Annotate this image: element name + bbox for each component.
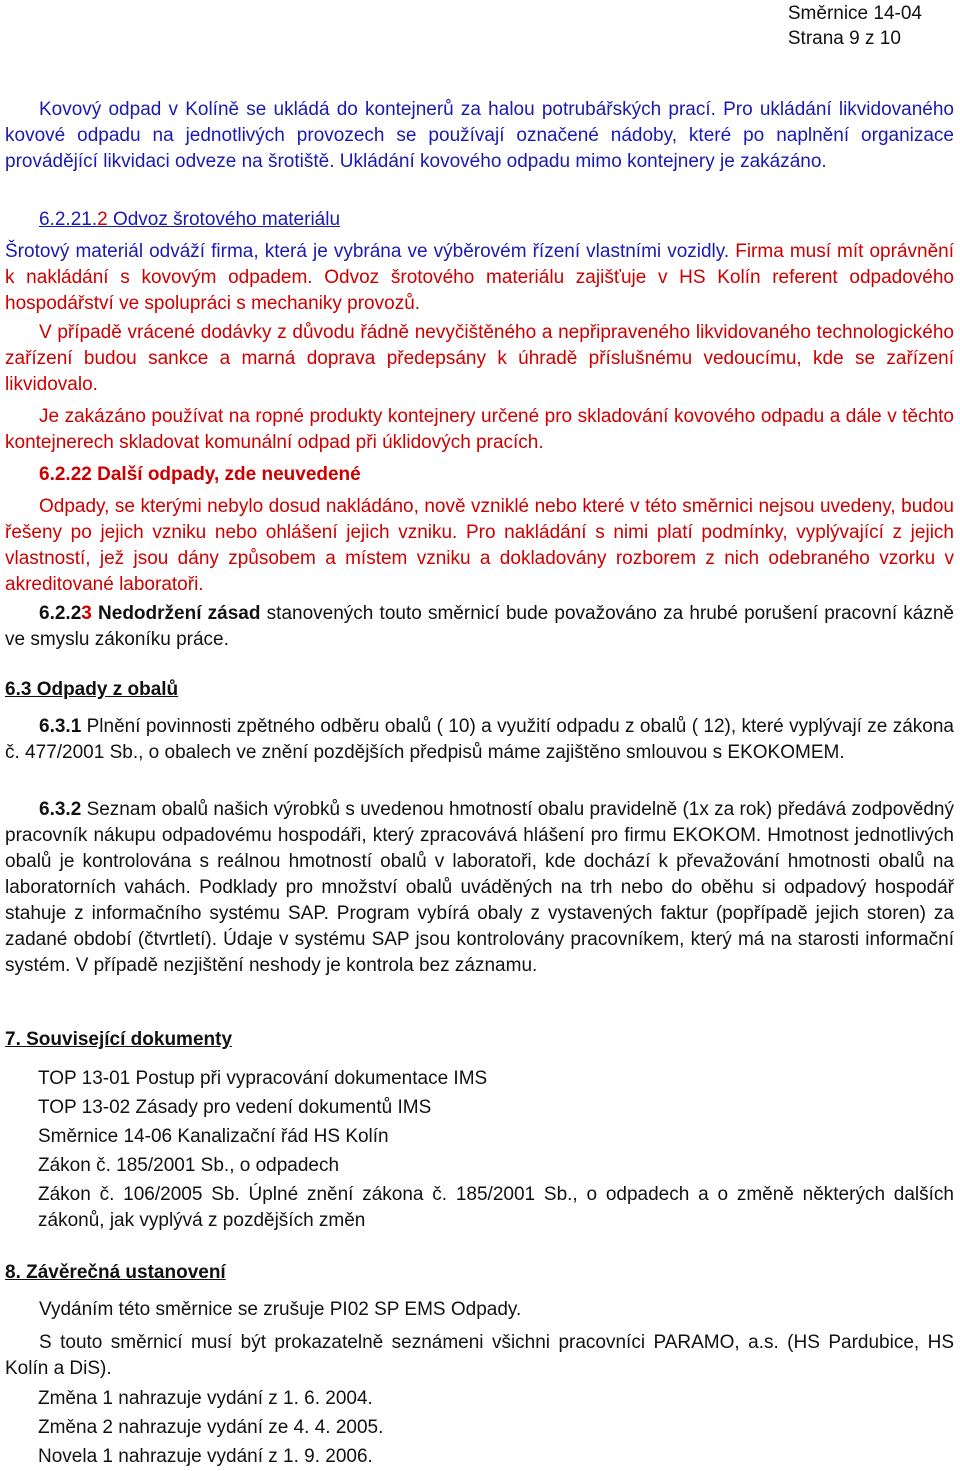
section-number: 6.2.2 [39, 464, 82, 485]
list-item: Zákon č. 185/2001 Sb., o odpadech [38, 1155, 340, 1176]
paragraph-other-waste [5, 494, 954, 598]
section-title: Další odpady, zde neuvedené [91, 464, 361, 485]
scrap-transport-text-2: Firma musí mít oprávnění k nakládání s kovovým odpadem. [5, 241, 955, 288]
changes-list [38, 1384, 954, 1471]
scrap-transport-text-1: Šrotový materiál odváží firma, která je vybrána ve výběrovém řízení vlastními vozidly. [5, 241, 730, 262]
section-number: 6.2.2 [39, 603, 82, 624]
page-header [788, 1, 922, 51]
list-item: TOP 13-02 Zásady pro vedení dokumentů IMS [38, 1097, 432, 1118]
paragraph-number: 6.3.2 [39, 799, 82, 820]
section-number: 6.2.21. [39, 209, 98, 230]
section-6-2-22-heading [5, 462, 954, 488]
metal-waste-prohibition: Ukládání kovového odpadu mimo kontejnery je zakázáno. [339, 151, 827, 172]
list-item: Novela 1 nahrazuje vydání z 1. 9. 2006. [38, 1446, 373, 1467]
page-number: Strana 9 z 10 [787, 28, 901, 49]
paragraph-6-3-2 [5, 797, 954, 979]
paragraph-6-2-23 [5, 601, 954, 653]
list-item: Změna 1 nahrazuje vydání z 1. 6. 2004. [38, 1388, 373, 1409]
list-item: TOP 13-01 Postup při vypracování dokumentace IMS [38, 1068, 488, 1089]
section-6-3-heading: 6.3 Odpady z obalů [5, 679, 179, 700]
paragraph-repeal: Vydáním této směrnice se zrušuje PI02 SP EMS Odpady. [39, 1299, 522, 1320]
paragraph-acquaintance: S touto směrnicí musí být prokazatelně seznámeni všichni pracovníci PARAMO, a.s. (HS Pardubice, HS Kolín a DiS). [5, 1332, 954, 1379]
section-number-suffix: 2 [97, 209, 108, 230]
section-8-heading: 8. Závěrečná ustanovení [5, 1262, 226, 1283]
list-item: Zákon č. 106/2005 Sb. Úplné znění zákona č. 185/2001 Sb., o odpadech a o změně některých dalších zákonů, jak vyplývá z pozdějších změn [38, 1184, 954, 1231]
section-6-2-21-2-heading [5, 207, 954, 233]
paragraph-text: Plnění povinnosti zpětného odběru obalů ( 10) a využití odpadu z obalů ( 12), které vyplývají ze zákona č. 477/2001 Sb., o obalech ve znění pozdějších předpisů máme zajištěno smlouvou s EKOKOMEM. [5, 716, 954, 763]
section-7-heading: 7. Související dokumenty [5, 1029, 233, 1050]
section-text: stanovených touto směrnicí bude považováno za hrubé porušení pracovní kázně ve smyslu zákoníku práce. [5, 603, 954, 650]
document-id: Směrnice 14-04 [787, 3, 922, 24]
section-title: Odvoz šrotového materiálu [107, 209, 341, 230]
paragraph-metal-waste [5, 97, 954, 175]
paragraph-container-prohibition: Je zakázáno používat na ropné produkty kontejnery určené pro skladování kovového odpadu a dále v těchto kontejnerech skladovat komunální odpad při úklidových pracích. [5, 406, 954, 453]
scrap-transport-text-3: Odvoz šrotového materiálu zajišťuje v HS Kolín referent odpadového hospodářství ve spolupráci s mechaniky provozů. [5, 267, 954, 314]
other-waste-text-2: Pro nakládání s nimi platí podmínky, vyplývající z jejich vlastností, jež jsou dány způsobem a místem vzniku a dokladovány rozborem z nich odebraného vzorku v akreditované laboratoři. [5, 522, 954, 595]
paragraph-sanctions: V případě vrácené dodávky z důvodu řádně nevyčištěného a nepřipraveného likvidovaného technologického zařízení budou sankce a marná doprava předepsány k úhradě příslušnému vedoucímu, kde se zařízení likvidovalo. [5, 322, 954, 395]
list-item: Směrnice 14-06 Kanalizační řád HS Kolín [38, 1126, 389, 1147]
paragraph-6-3-1 [5, 714, 954, 766]
related-documents-list [38, 1064, 954, 1234]
section-title: Nedodržení zásad [91, 603, 261, 624]
list-item: Změna 2 nahrazuje vydání ze 4. 4. 2005. [38, 1417, 384, 1438]
paragraph-text: Seznam obalů našich výrobků s uvedenou hmotností obalu pravidelně (1x za rok) předává zodpovědný pracovník nákupu odpadovému hospodáři, který zpracovává hlášení pro firmu EKOKOM. Hmotnost jednotlivých obalů je kontrolována s reálnou hmotností obalů v laboratoři, kde dochází k převažování hmotnosti obalů na laboratorních vahách. Podklady pro množství obalů uváděných na trh nebo do oběhu si odpadový hospodář stahuje z informačního systému SAP. Program vybírá obaly z vystavených faktur (popřípadě jejich storen) za zadané období (čtvrtletí). Údaje v systému SAP jsou kontrolovány pracovníkem, který má na starosti informační systém. V případě nezjištění neshody je kontrola bez záznamu. [5, 799, 954, 976]
section-number-suffix: 3 [81, 603, 92, 624]
paragraph-number: 6.3.1 [39, 716, 82, 737]
section-number-suffix: 2 [81, 464, 92, 485]
paragraph-scrap-transport [5, 239, 954, 317]
other-waste-text-1: Odpady, se kterými nebylo dosud nakládáno, nově vzniklé nebo které v této směrnici nejsou uvedeny, budou řešeny po jejich vzniku nebo ohlášení jejich vzniku. [5, 496, 954, 543]
metal-waste-text: Kovový odpad v Kolíně se ukládá do kontejnerů za halou potrubářských prací. Pro ukládání likvidovaného kovové odpadu na jednotlivých provozech se používají označené nádoby, které po naplnění organizace provádějící likvidaci odveze na šrotiště. [5, 99, 954, 172]
